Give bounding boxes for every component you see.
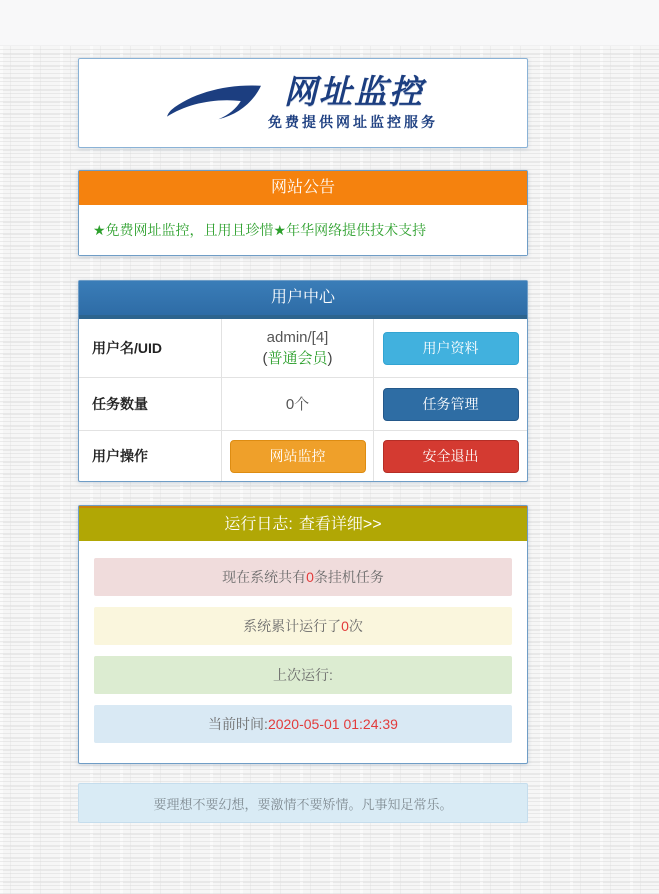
hang-task-count: 0 <box>306 569 314 585</box>
run-log-title: 运行日志: <box>224 516 293 533</box>
site-monitor-button[interactable]: 网站监控 <box>230 440 366 473</box>
current-time-value: 2020-05-01 01:24:39 <box>267 716 398 732</box>
logo-panel <box>78 58 528 148</box>
uid-value <box>221 319 373 377</box>
announcement-text: ★免费网址监控，且用且珍惜★年华网络提供技术支持 <box>93 222 427 238</box>
user-center-header: 用户中心 <box>79 281 527 319</box>
logo-subtitle: 免费提供网址监控服务 <box>268 113 438 130</box>
run-log-panel <box>78 505 528 764</box>
hang-task-status: 现在系统共有0条挂机任务 <box>94 558 512 596</box>
user-action-label: 用户操作 <box>92 448 148 464</box>
member-type: (普通会员) <box>262 350 333 367</box>
logo-link[interactable] <box>166 72 440 132</box>
user-profile-button[interactable]: 用户资料 <box>383 332 519 365</box>
table-row <box>79 430 527 481</box>
logo-text <box>268 72 440 132</box>
view-detail-link[interactable]: 查看详细>> <box>298 516 382 533</box>
task-count-value: 0个 <box>221 378 373 430</box>
total-run-count: 0 <box>341 618 349 634</box>
footer-motto: 要理想不要幻想，要激情不要矫情。凡事知足常乐。 <box>153 796 453 812</box>
current-time-status: 当前时间:2020-05-01 01:24:39 <box>94 705 512 743</box>
task-count-label: 任务数量 <box>92 396 148 412</box>
user-center-panel <box>78 280 528 482</box>
announcement-panel <box>78 170 528 256</box>
last-run-status: 上次运行: <box>94 656 512 694</box>
table-row <box>79 377 527 430</box>
logout-button[interactable]: 安全退出 <box>383 440 519 473</box>
logo-title: 网址监控 <box>284 72 424 110</box>
task-manage-button[interactable]: 任务管理 <box>383 388 519 421</box>
run-log-header <box>79 506 527 541</box>
announcement-header: 网站公告 <box>79 171 527 205</box>
footer-motto-box <box>78 783 528 823</box>
logo-swoosh-icon <box>166 78 262 130</box>
total-run-status: 系统累计运行了0次 <box>94 607 512 645</box>
table-row <box>79 319 527 377</box>
main-column <box>78 0 528 823</box>
uid-label: 用户名/UID <box>92 340 162 356</box>
uid-value-line1: admin/[4] <box>266 329 329 346</box>
